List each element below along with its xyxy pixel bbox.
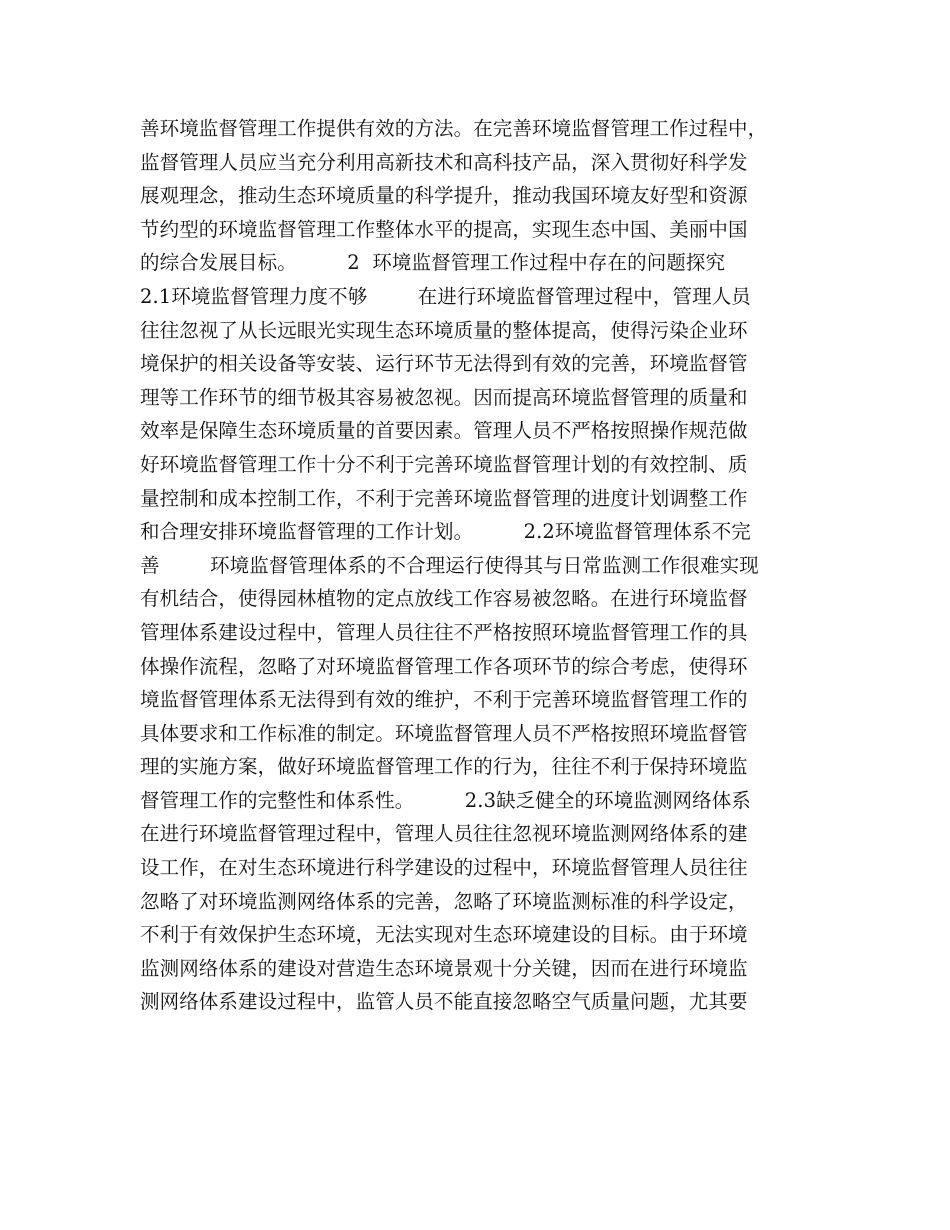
text-line: 境监督管理体系无法得到有效的维护，不利于完善环境监督管理工作的 <box>140 688 748 712</box>
text-line: 测网络体系建设过程中，监管人员不能直接忽略空气质量问题，尤其要 <box>140 990 748 1014</box>
text-line: 具体要求和工作标准的制定。环境监督管理人员不严格按照环境监督管 <box>140 721 748 745</box>
text-line: 效率是保障生态环境质量的首要因素。管理人员不严格按照操作规范做 <box>140 419 748 443</box>
text-line: 善 环境监督管理体系的不合理运行使得其与日常监测工作很难实现 <box>140 553 759 577</box>
text-line: 在进行环境监督管理过程中，管理人员往往忽视环境监测网络体系的建 <box>140 822 748 846</box>
text-line: 管理体系建设过程中，管理人员往往不严格按照环境监督管理工作的具 <box>140 620 748 644</box>
text-line: 量控制和成本控制工作，不利于完善环境监督管理的进度计划调整工作 <box>140 486 748 510</box>
text-line: 节约型的环境监督管理工作整体水平的提高，实现生态中国、美丽中国 <box>140 217 748 241</box>
text-line: 境保护的相关设备等安装、运行环节无法得到有效的完善，环境监督管 <box>140 352 748 376</box>
text-line: 监测网络体系的建设对营造生态环境景观十分关键，因而在进行环境监 <box>140 956 748 980</box>
text-line: 监督管理人员应当充分利用高新技术和高科技产品，深入贯彻好科学发 <box>140 150 748 174</box>
text-line: 的综合发展目标。 2 环境监督管理工作过程中存在的问题探究 <box>140 251 726 275</box>
text-line: 善环境监督管理工作提供有效的方法。在完善环境监督管理工作过程中， <box>140 117 768 140</box>
text-line: 展观理念，推动生态环境质量的科学提升，推动我国环境友好型和资源 <box>140 184 748 208</box>
text-line: 理的实施方案，做好环境监督管理工作的行为，往往不利于保持环境监 <box>140 755 748 779</box>
body-text <box>140 112 830 1019</box>
text-line: 有机结合，使得园林植物的定点放线工作容易被忽略。在进行环境监督 <box>140 587 748 611</box>
text-line: 忽略了对环境监测网络体系的完善，忽略了环境监测标准的科学设定， <box>140 889 748 913</box>
text-line: 好环境监督管理工作十分不利于完善环境监督管理计划的有效控制、质 <box>140 452 748 476</box>
text-line: 和合理安排环境监督管理的工作计划。 2.2环境监督管理体系不完 <box>140 520 751 544</box>
text-line: 2.1环境监督管理力度不够 在进行环境监督管理过程中，管理人员 <box>140 284 751 308</box>
text-line: 设工作，在对生态环境进行科学建设的过程中，环境监督管理人员往往 <box>140 856 748 880</box>
text-line: 往往忽视了从长远眼光实现生态环境质量的整体提高，使得污染企业环 <box>140 318 748 342</box>
text-line: 不利于有效保护生态环境，无法实现对生态环境建设的目标。由于环境 <box>140 923 748 947</box>
text-line: 督管理工作的完整性和体系性。 2.3缺乏健全的环境监测网络体系 <box>140 788 751 812</box>
text-line: 体操作流程，忽略了对环境监督管理工作各项环节的综合考虑，使得环 <box>140 654 748 678</box>
text-line: 理等工作环节的细节极其容易被忽视。因而提高环境监督管理的质量和 <box>140 385 748 409</box>
